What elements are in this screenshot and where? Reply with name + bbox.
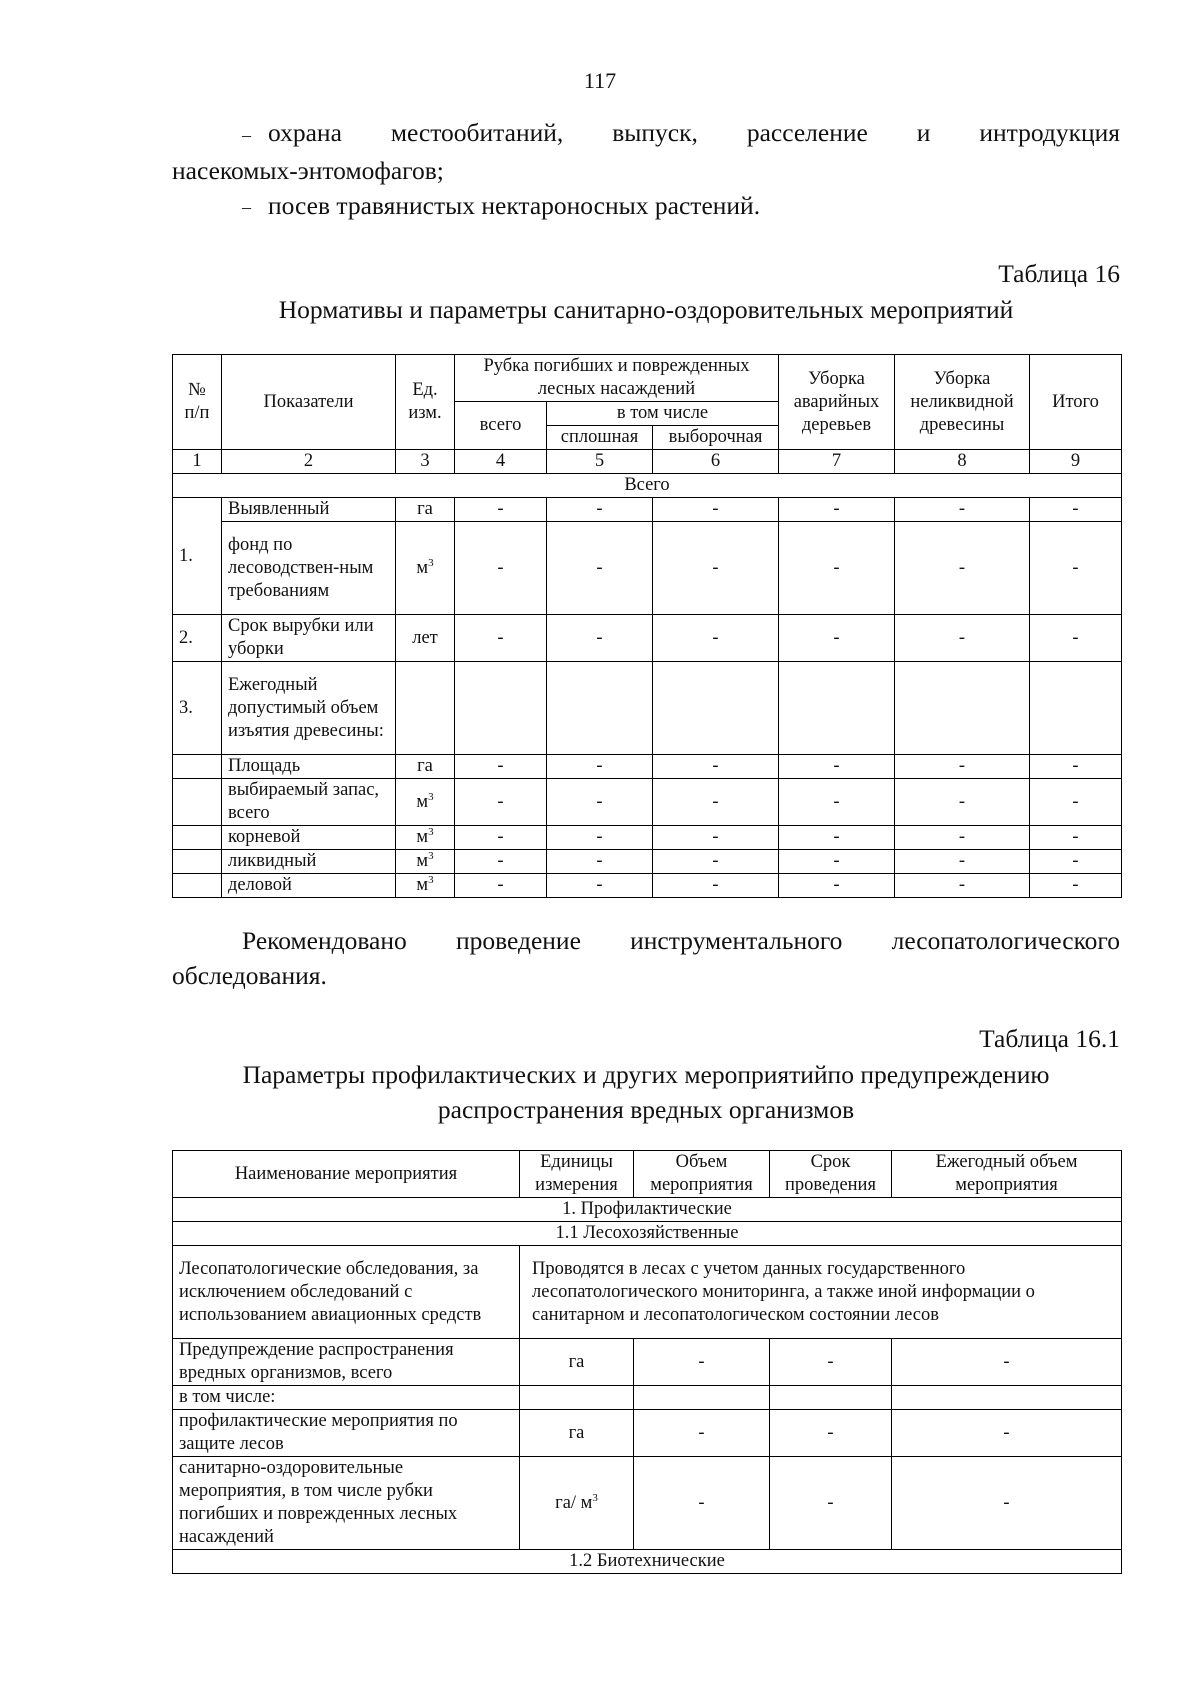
table-row <box>173 850 1122 874</box>
survey-note: Проводятся в лесах с учетом данных государственного лесопатологического мониторинга, а также иной информации о санитарном и лесопатологическом состоянии лесов <box>520 1246 1122 1339</box>
recommendation <box>172 923 1120 993</box>
page-number: 117 <box>583 68 617 93</box>
recommendation-line-1: Рекомендовано проведение инструментального лесопатологического <box>242 926 1120 955</box>
cell: - <box>634 1457 770 1550</box>
cell: - <box>895 826 1030 850</box>
table-row <box>173 662 1122 755</box>
row-unit: га <box>396 498 455 522</box>
row-num: 2. <box>173 615 222 662</box>
col-num-6: 6 <box>653 450 779 474</box>
table-row <box>173 615 1122 662</box>
row-num: 1. <box>173 498 222 615</box>
cell: - <box>895 498 1030 522</box>
row-num <box>173 779 222 826</box>
cell <box>455 662 547 755</box>
cell: - <box>455 779 547 826</box>
row-name: ликвидный <box>222 850 396 874</box>
cell: - <box>1030 874 1122 898</box>
row-num <box>173 826 222 850</box>
th-illiquid: Уборка неликвидной древесины <box>895 355 1030 450</box>
th-unit: Ед. изм. <box>396 355 455 450</box>
cell: - <box>653 498 779 522</box>
row-name: Ежегодный допустимый объем изъятия древесины: <box>222 662 396 755</box>
intro-line-3 <box>172 188 1120 226</box>
cell: - <box>779 850 895 874</box>
cell: - <box>455 850 547 874</box>
row-name: Срок вырубки или уборки <box>222 615 396 662</box>
cell: - <box>779 755 895 779</box>
col-num-3: 3 <box>396 450 455 474</box>
cell <box>892 1386 1122 1410</box>
section-1-2: 1.2 Биотехнические <box>173 1550 1122 1574</box>
recommendation-line-2: обследования. <box>172 961 327 990</box>
row-name: профилактические мероприятия по защите лесов <box>173 1410 520 1457</box>
cell: - <box>547 755 653 779</box>
cell <box>770 1386 892 1410</box>
cell: - <box>895 779 1030 826</box>
cell: - <box>455 826 547 850</box>
cell: - <box>653 779 779 826</box>
cell: - <box>895 874 1030 898</box>
cell <box>653 662 779 755</box>
col-num-9: 9 <box>1030 450 1122 474</box>
table-row <box>173 1457 1122 1550</box>
table-row <box>173 522 1122 615</box>
cell: - <box>547 615 653 662</box>
cell: - <box>770 1457 892 1550</box>
table16-caption: Таблица 16 <box>998 259 1120 288</box>
th-total-sub: всего <box>455 402 547 450</box>
th-term: Срок проведения <box>770 1151 892 1198</box>
dash-2: – <box>242 197 251 218</box>
th-including: в том числе <box>547 402 779 426</box>
cell: - <box>895 755 1030 779</box>
table161-title-2: распространения вредных организмов <box>437 1095 855 1124</box>
table-row <box>173 1246 1122 1339</box>
cell: - <box>653 826 779 850</box>
row-name: деловой <box>222 874 396 898</box>
row-unit: лет <box>396 615 455 662</box>
cell: - <box>770 1339 892 1386</box>
cell <box>634 1386 770 1410</box>
cell: - <box>547 522 653 615</box>
row-unit: га <box>520 1410 634 1457</box>
cell: - <box>455 498 547 522</box>
cell: - <box>892 1410 1122 1457</box>
cell: - <box>895 615 1030 662</box>
cell <box>520 1386 634 1410</box>
section-1: 1. Профилактические <box>173 1198 1122 1222</box>
cell <box>1030 662 1122 755</box>
row-num: 3. <box>173 662 222 755</box>
table161-caption: Таблица 16.1 <box>979 1024 1120 1053</box>
row-name: фонд по лесоводствен-ным требованиям <box>222 522 396 615</box>
th-name: Наименование мероприятия <box>173 1151 520 1198</box>
th-selective: выборочная <box>653 426 779 450</box>
table16-title: Нормативы и параметры санитарно-оздоровительных мероприятий <box>278 295 1014 324</box>
cell: - <box>1030 850 1122 874</box>
row-name: санитарно-оздоровительные мероприятия, в том числе рубки погибших и поврежденных лесных насаждений <box>173 1457 520 1550</box>
cell: - <box>779 498 895 522</box>
row-unit: га/ $м^3$ <box>520 1457 634 1550</box>
cell: - <box>653 755 779 779</box>
row-name: в том числе: <box>173 1386 520 1410</box>
row-unit: $м^3$ <box>396 874 455 898</box>
th-volume: Объем мероприятия <box>634 1151 770 1198</box>
cell: - <box>1030 522 1122 615</box>
cell: - <box>653 874 779 898</box>
th-total: Итого <box>1030 355 1122 450</box>
col-number-row <box>173 450 1122 474</box>
intro-list <box>172 115 1120 225</box>
row-unit: $м^3$ <box>396 850 455 874</box>
row-unit: $м^3$ <box>396 826 455 850</box>
cell: - <box>547 779 653 826</box>
cell: - <box>653 850 779 874</box>
table-row <box>173 1386 1122 1410</box>
th-unit: Единицы измерения <box>520 1151 634 1198</box>
cell <box>547 662 653 755</box>
th-num: № п/п <box>173 355 222 450</box>
section-1-1: 1.1 Лесохозяйственные <box>173 1222 1122 1246</box>
table16 <box>172 354 1122 898</box>
cell: - <box>634 1339 770 1386</box>
section-total: Всего <box>173 474 1122 498</box>
intro-line-1-text: охрана местообитаний, выпуск, расселение и интродукция <box>268 118 1120 147</box>
cell: - <box>1030 826 1122 850</box>
row-unit: $м^3$ <box>396 522 455 615</box>
table161 <box>172 1150 1122 1574</box>
row-name: корневой <box>222 826 396 850</box>
table-row <box>173 755 1122 779</box>
cell: - <box>895 850 1030 874</box>
row-unit: га <box>520 1339 634 1386</box>
col-num-1: 1 <box>173 450 222 474</box>
col-num-5: 5 <box>547 450 653 474</box>
cell: - <box>547 850 653 874</box>
cell: - <box>779 779 895 826</box>
cell: - <box>779 826 895 850</box>
cell: - <box>892 1339 1122 1386</box>
row-num <box>173 850 222 874</box>
cell: - <box>779 615 895 662</box>
intro-line-2: насекомых-энтомофагов; <box>172 155 444 185</box>
th-felling: Рубка погибших и поврежденных лесных насаждений <box>455 355 779 402</box>
row-name: Предупреждение распространения вредных организмов, всего <box>173 1339 520 1386</box>
cell: - <box>1030 755 1122 779</box>
col-num-8: 8 <box>895 450 1030 474</box>
col-num-4: 4 <box>455 450 547 474</box>
cell: - <box>455 874 547 898</box>
cell: - <box>455 522 547 615</box>
survey-name: Лесопатологические обследования, за исключением обследований с использованием авиационных средств <box>173 1246 520 1339</box>
cell: - <box>547 874 653 898</box>
cell <box>895 662 1030 755</box>
row-unit: га <box>396 755 455 779</box>
cell: - <box>653 615 779 662</box>
cell: - <box>653 522 779 615</box>
row-name: Площадь <box>222 755 396 779</box>
table-row <box>173 1339 1122 1386</box>
intro-line-3-text: посев травянистых нектароносных растений. <box>268 190 761 220</box>
col-num-2: 2 <box>222 450 396 474</box>
cell: - <box>1030 779 1122 826</box>
row-name: выбираемый запас, всего <box>222 779 396 826</box>
cell: - <box>770 1410 892 1457</box>
th-annual: Ежегодный объем мероприятия <box>892 1151 1122 1198</box>
cell: - <box>895 522 1030 615</box>
row-unit: $м^3$ <box>396 779 455 826</box>
col-num-7: 7 <box>779 450 895 474</box>
cell <box>779 662 895 755</box>
table161-title-1: Параметры профилактических и других мероприятийпо предупреждению <box>242 1060 1050 1089</box>
table-row <box>173 498 1122 522</box>
row-unit <box>396 662 455 755</box>
cell: - <box>892 1457 1122 1550</box>
intro-line-1 <box>172 115 1120 153</box>
th-emergency: Уборка аварийных деревьев <box>779 355 895 450</box>
cell: - <box>634 1410 770 1457</box>
row-num <box>173 755 222 779</box>
cell: - <box>779 874 895 898</box>
dash-1: – <box>242 124 251 145</box>
cell: - <box>455 755 547 779</box>
cell: - <box>547 498 653 522</box>
table-row <box>173 1410 1122 1457</box>
cell: - <box>1030 615 1122 662</box>
row-num <box>173 874 222 898</box>
th-clear: сплошная <box>547 426 653 450</box>
row-name: Выявленный <box>222 498 396 522</box>
cell: - <box>1030 498 1122 522</box>
cell: - <box>455 615 547 662</box>
th-indicator: Показатели <box>222 355 396 450</box>
cell: - <box>547 826 653 850</box>
table-row <box>173 779 1122 826</box>
table-row <box>173 826 1122 850</box>
table-row <box>173 874 1122 898</box>
cell: - <box>779 522 895 615</box>
